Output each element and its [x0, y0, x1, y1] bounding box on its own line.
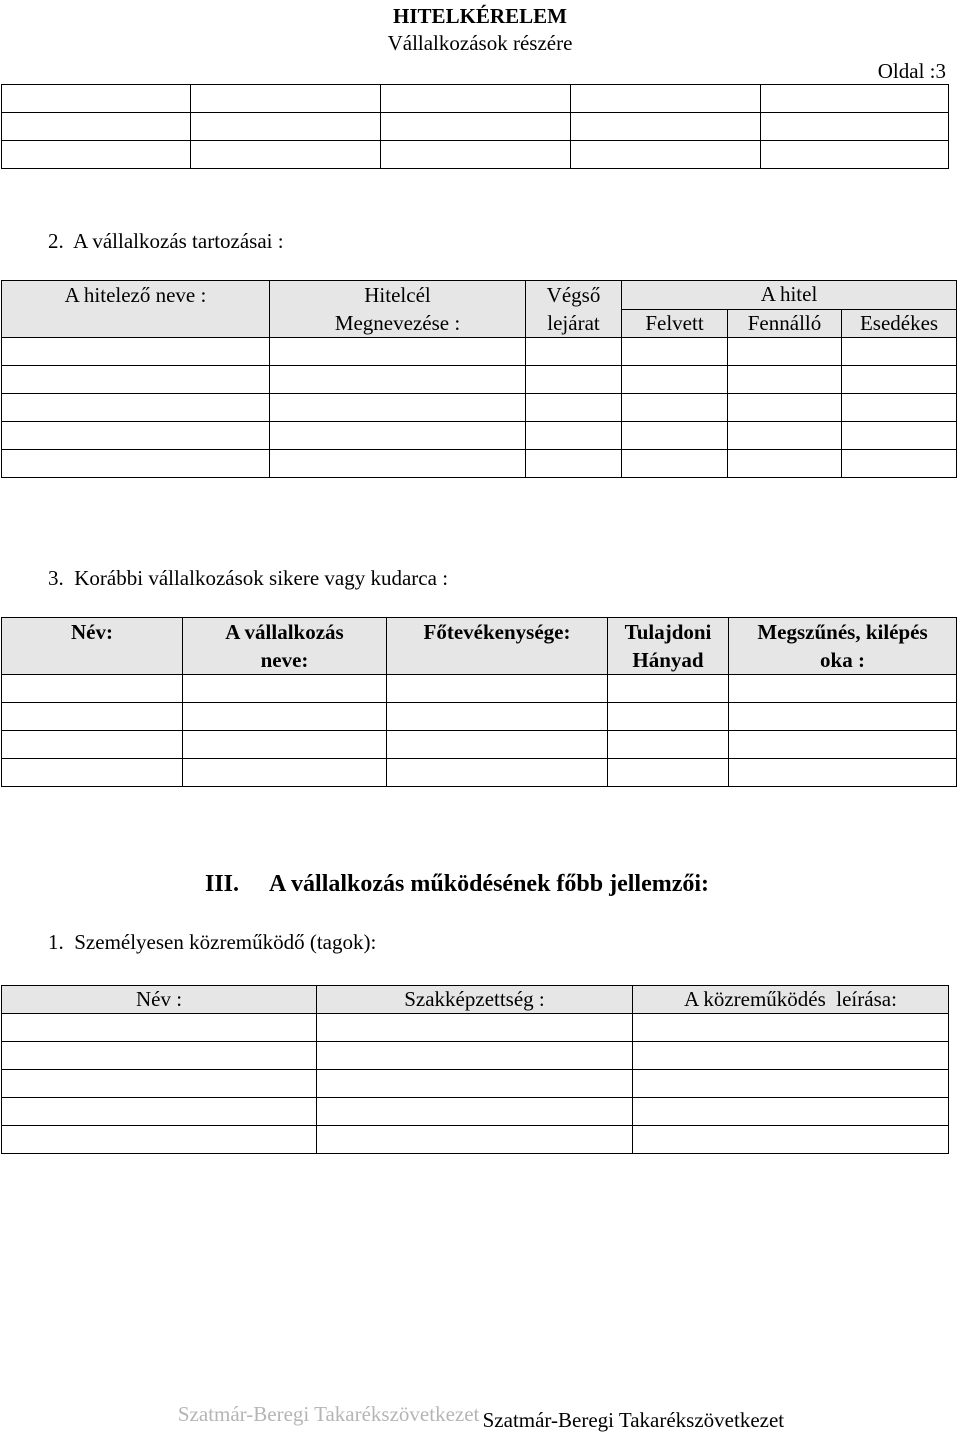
table-cell[interactable] [191, 141, 381, 169]
header-loan-group: A hitel [622, 281, 957, 310]
table-row [2, 675, 957, 703]
header-due: Esedékes [842, 309, 957, 338]
footer-org-shadow: Szatmár-Beregi Takarékszövetkezet [177, 1402, 480, 1426]
table-cell[interactable] [728, 450, 842, 478]
section-iii-title: A vállalkozás működésének főbb jellemzői: [269, 871, 710, 897]
continuation-table [1, 84, 949, 169]
header-main-activity: Főtevékenysége: [387, 618, 608, 675]
table-cell[interactable] [728, 422, 842, 450]
section-iii-number: III. [205, 871, 240, 897]
table-cell[interactable] [270, 394, 526, 422]
table-cell[interactable] [2, 338, 270, 366]
table-cell[interactable] [729, 731, 957, 759]
table-row [2, 1098, 949, 1126]
table-cell[interactable] [387, 675, 608, 703]
table-cell[interactable] [317, 1098, 633, 1126]
table-cell[interactable] [842, 366, 957, 394]
table-cell[interactable] [842, 422, 957, 450]
table-cell[interactable] [2, 450, 270, 478]
table-cell[interactable] [183, 731, 387, 759]
table-cell[interactable] [2, 394, 270, 422]
table-cell[interactable] [761, 113, 949, 141]
table-cell[interactable] [842, 450, 957, 478]
table-row [2, 141, 949, 169]
table-row [2, 366, 957, 394]
table-cell[interactable] [526, 422, 622, 450]
table-cell[interactable] [2, 1098, 317, 1126]
members-table [1, 985, 949, 1154]
document-subtitle: Vállalkozások részére [387, 31, 573, 55]
table-cell[interactable] [2, 141, 191, 169]
table-cell[interactable] [633, 1070, 949, 1098]
table-cell[interactable] [761, 85, 949, 113]
document-title: HITELKÉRELEM [393, 4, 567, 28]
table-header-row [2, 281, 957, 310]
table-row [2, 422, 957, 450]
table-row [2, 1042, 949, 1070]
table-cell[interactable] [381, 113, 571, 141]
debts-table [1, 280, 957, 478]
table-cell[interactable] [270, 366, 526, 394]
table-cell[interactable] [633, 1126, 949, 1154]
table-cell[interactable] [622, 366, 728, 394]
footer-org: Szatmár-Beregi Takarékszövetkezet [482, 1408, 785, 1432]
table-row [2, 1070, 949, 1098]
header-outstanding: Fennálló [728, 309, 842, 338]
table-row [2, 759, 957, 787]
table-cell[interactable] [2, 1070, 317, 1098]
table-cell[interactable] [387, 759, 608, 787]
table-cell[interactable] [381, 141, 571, 169]
table-cell[interactable] [571, 85, 761, 113]
table-cell[interactable] [191, 85, 381, 113]
header-qualification: Szakképzettség : [317, 986, 633, 1014]
table-cell[interactable] [608, 731, 729, 759]
table-row [2, 394, 957, 422]
section-2-heading: 2. A vállalkozás tartozásai : [48, 229, 284, 253]
table-cell[interactable] [571, 141, 761, 169]
table-cell[interactable] [729, 675, 957, 703]
section-3-heading: 3. Korábbi vállalkozások sikere vagy kudarca : [48, 566, 449, 590]
table-cell[interactable] [2, 113, 191, 141]
table-header-row [2, 618, 957, 675]
table-cell[interactable] [2, 422, 270, 450]
table-cell[interactable] [387, 731, 608, 759]
table-cell[interactable] [728, 394, 842, 422]
table-header-row [2, 986, 949, 1014]
table-row [2, 85, 949, 113]
table-cell[interactable] [183, 675, 387, 703]
table-cell[interactable] [633, 1042, 949, 1070]
table-cell[interactable] [2, 759, 183, 787]
table-cell[interactable] [317, 1070, 633, 1098]
table-cell[interactable] [270, 338, 526, 366]
table-cell[interactable] [728, 366, 842, 394]
table-cell[interactable] [729, 703, 957, 731]
table-cell[interactable] [2, 1042, 317, 1070]
table-cell[interactable] [608, 675, 729, 703]
members-subheading: 1. Személyesen közreműködő (tagok): [48, 930, 377, 954]
table-cell[interactable] [526, 394, 622, 422]
table-cell[interactable] [2, 731, 183, 759]
table-cell[interactable] [526, 366, 622, 394]
table-cell[interactable] [183, 703, 387, 731]
table-cell[interactable] [317, 1042, 633, 1070]
table-cell[interactable] [2, 85, 191, 113]
table-cell[interactable] [729, 759, 957, 787]
table-cell[interactable] [728, 338, 842, 366]
table-row [2, 338, 957, 366]
table-row [2, 731, 957, 759]
table-cell[interactable] [571, 113, 761, 141]
table-cell[interactable] [622, 450, 728, 478]
header-contribution-description: A közreműködés leírása: [633, 986, 949, 1014]
table-cell[interactable] [387, 703, 608, 731]
header-company-name: A vállalkozás neve: [183, 618, 387, 675]
header-taken: Felvett [622, 309, 728, 338]
table-cell[interactable] [2, 366, 270, 394]
table-cell[interactable] [622, 422, 728, 450]
header-ownership-share: Tulajdoni Hányad [608, 618, 729, 675]
table-cell[interactable] [633, 1014, 949, 1042]
section-iii-heading [205, 871, 709, 898]
table-cell[interactable] [2, 1014, 317, 1042]
table-cell[interactable] [622, 394, 728, 422]
table-row [2, 450, 957, 478]
table-cell[interactable] [183, 759, 387, 787]
table-cell[interactable] [761, 141, 949, 169]
table-cell[interactable] [2, 703, 183, 731]
table-cell[interactable] [381, 85, 571, 113]
table-row [2, 1126, 949, 1154]
table-cell[interactable] [608, 759, 729, 787]
header-member-name: Név : [2, 986, 317, 1014]
table-cell[interactable] [191, 113, 381, 141]
table-cell[interactable] [2, 675, 183, 703]
header-name: Név: [2, 618, 183, 675]
table-cell[interactable] [526, 450, 622, 478]
table-cell[interactable] [842, 394, 957, 422]
header-loan-purpose: Hitelcél Megnevezése : [270, 281, 526, 338]
table-row [2, 703, 957, 731]
table-cell[interactable] [622, 338, 728, 366]
previous-businesses-table [1, 617, 957, 787]
table-cell[interactable] [317, 1126, 633, 1154]
table-cell[interactable] [317, 1014, 633, 1042]
table-row [2, 113, 949, 141]
page-number: Oldal :3 [877, 59, 946, 83]
table-cell[interactable] [270, 450, 526, 478]
table-cell[interactable] [633, 1098, 949, 1126]
header-exit-reason: Megszűnés, kilépés oka : [729, 618, 957, 675]
table-cell[interactable] [526, 338, 622, 366]
table-cell[interactable] [270, 422, 526, 450]
table-cell[interactable] [608, 703, 729, 731]
header-final-maturity: Végső lejárat [526, 281, 622, 338]
header-creditor-name: A hitelező neve : [2, 281, 270, 338]
table-row [2, 1014, 949, 1042]
table-cell[interactable] [842, 338, 957, 366]
footer [0, 1402, 960, 1433]
table-cell[interactable] [2, 1126, 317, 1154]
